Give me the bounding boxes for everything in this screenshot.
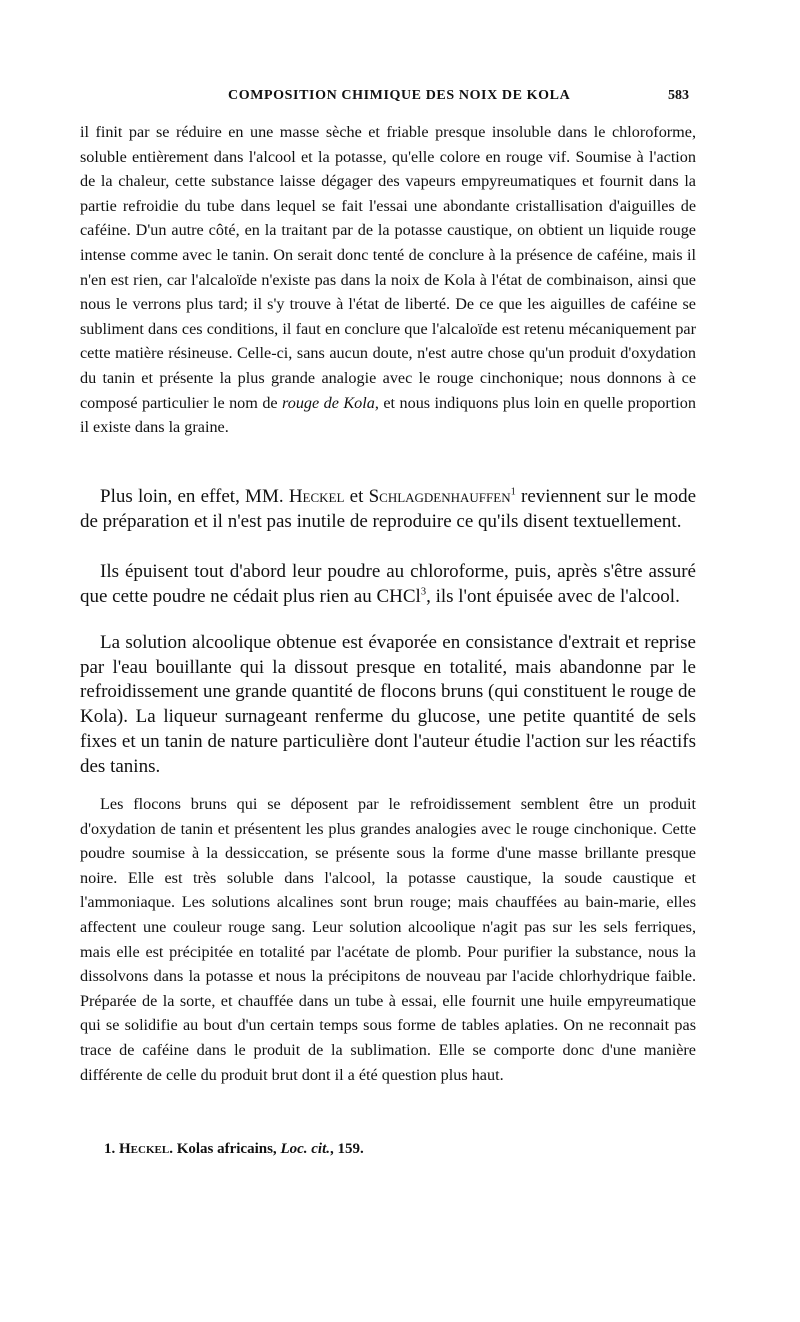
paragraph-text-end: , et nous indiquons plus loin en quelle proportion il existe dans la graine.	[80, 393, 696, 437]
page-number: 583	[668, 88, 689, 103]
paragraph-text-end: , ils l'ont épuisée avec de l'alcool.	[426, 585, 680, 607]
paragraph-text-end: reviennent sur le mode de préparation et il n'est pas inutile de reproduire ce qu'ils disent textuellement.	[80, 486, 697, 532]
paragraph-quote-1	[80, 560, 696, 609]
footnote-reference: 1	[510, 486, 516, 498]
footnote-loc: Loc. cit.	[280, 1141, 331, 1157]
footnote	[104, 1141, 364, 1158]
running-header	[0, 88, 800, 112]
footnote-author: Heckel	[119, 1141, 170, 1157]
paragraph-quote-2: La solution alcoolique obtenue est évaporée en consistance d'extrait et reprise par l'eau bouillante qui la dissout presque en totalité, mais abandonne par le refroidissement une grande quantité de flocons bruns (qui constituent le rouge de Kola). La liqueur surnageant renferme du glucose, une petite quantité de sels fixes et un tanin de nature particulière dont l'auteur étudie l'action sur les réactifs des tanins.	[80, 632, 696, 777]
paragraph-text: Plus loin, en effet, MM.	[100, 486, 284, 507]
paragraph-text: Ils épuisent tout d'abord leur poudre au chloroforme, puis, après s'être assuré que cette poudre ne cédait plus rien au CHCl	[80, 561, 696, 607]
paragraph-continued	[80, 120, 696, 440]
paragraph-citation-intro	[80, 485, 696, 534]
author-name: Schlagdenhauffen	[368, 486, 511, 507]
running-title: COMPOSITION CHIMIQUE DES NOIX DE KOLA	[228, 88, 571, 103]
footnote-title: Kolas africains,	[176, 1141, 277, 1157]
paragraph-quote-3: Les flocons bruns qui se déposent par le refroidissement semblent être un produit d'oxydation de tanin et présentent les plus grandes analogies avec le rouge cinchonique. Cette poudre soumise à la dessiccation, se présente sous la forme d'une masse brillante presque noire. Elle est très soluble dans l'alcool, la potasse caustique, la soude caustique et l'ammoniaque. Les solutions alcalines sont brun rouge; mais chauffées au bain-marie, elles affectent une couleur rouge sang. Leur solution alcoolique n'agit pas sur les sels ferriques, mais elle est précipitée en totalité par l'acétate de plomb. Pour purifier la substance, nous la dissolvons dans la potasse et nous la précipitons de nouveau par l'acide chlorhydrique faible. Préparée de la sorte, et chauffée dans un tube à essai, elle fournit une huile empyreumatique qui se solidifie au bout d'un certain temps sous forme de tables aplaties. On ne reconnait pas trace de caféine dans le produit de la sublimation. Elle se comporte donc d'une manière différente de celle du produit brut dont il a été question plus haut.	[80, 795, 696, 1084]
paragraph-text: il finit par se réduire en une masse sèche et friable presque insoluble dans le chloroforme, soluble entièrement dans l'alcool et la potasse, qu'elle colore en rouge vif. Soumise à l'action de la chaleur, cette substance laisse dégager des vapeurs empyreumatiques et fournit dans la partie refroidie du tube dans lequel se fait l'essai une abondante cristallisation d'aiguilles de caféine. D'un autre côté, en la traitant par de la potasse caustique, on obtient un liquide rouge intense comme avec le tanin. On serait donc tenté de conclure à la présence de caféine, mais il n'en est rien, car l'alcaloïde n'existe pas dans la noix de Kola à l'état de combinaison, ainsi que nous le verrons plus tard; il s'y trouve à l'état de liberté. De ce que les aiguilles de caféine se subliment dans ces conditions, il faut en conclure que l'alcaloïde est retenu mécaniquement par cette matière résineuse. Celle-ci, sans aucun doute, n'est autre chose qu'un produit d'oxydation du tanin et présente la plus grande analogie avec le rouge cinchonique; nous donnons à ce composé particulier le nom de	[80, 123, 696, 412]
footnote-page: , 159.	[330, 1141, 364, 1157]
footnote-number: 1.	[104, 1141, 116, 1157]
footnote-separator: .	[169, 1141, 173, 1157]
chemical-subscript: 3	[420, 586, 427, 598]
author-name: Heckel	[288, 486, 345, 507]
paragraph-text: et	[349, 486, 364, 507]
italic-term: rouge de Kola	[282, 393, 375, 412]
